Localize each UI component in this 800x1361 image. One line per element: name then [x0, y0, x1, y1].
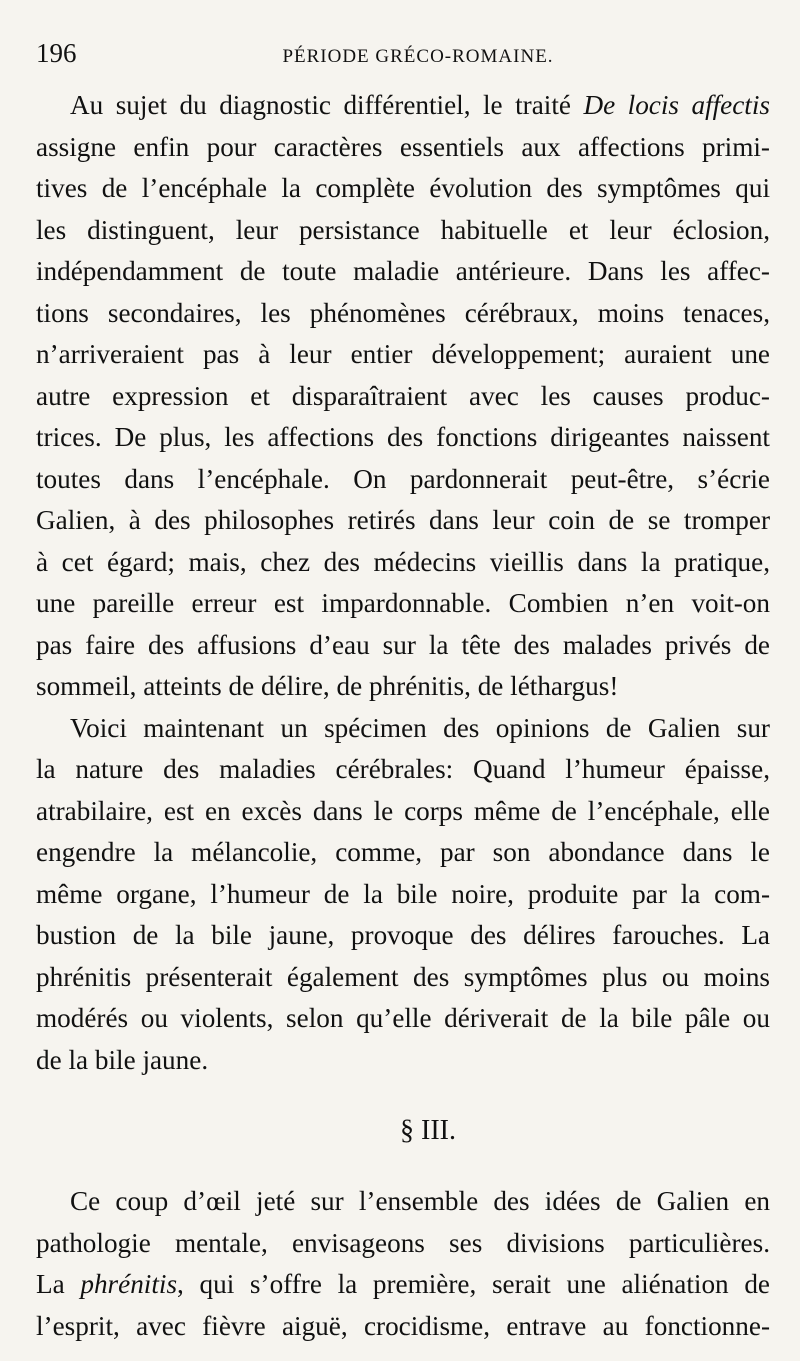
text-line: toutes dans l’encéphale. On pardonnerait peut-être, s’écrie	[36, 463, 770, 494]
section-heading: § III.	[400, 1115, 456, 1146]
text-line	[36, 1264, 770, 1306]
text-line: atrabilaire, est en excès dans le corps même de l’encéphale, elle	[36, 795, 770, 826]
paragraph-diagnostic	[36, 85, 770, 708]
text-line: engendre la mélancolie, comme, par son abondance dans le	[36, 837, 770, 867]
text-line: une pareille erreur est impardonnable. Combien n’en voit-on	[36, 588, 770, 618]
text-line: sommeil, atteints de délire, de phrénitis, de léthargus!	[36, 671, 619, 701]
text-line: phrénitis présenterait également des symptômes plus ou moins	[36, 961, 770, 992]
running-head: PÉRIODE GRÉCO-ROMAINE.	[282, 46, 554, 67]
text-line: l’esprit, avec fièvre aiguë, crocidisme, entrave au fonctionne-	[36, 1310, 770, 1341]
text-line: pas faire des affusions d’eau sur la tête des malades privés de	[36, 629, 770, 660]
text-line: trices. De plus, les affections des fonctions dirigeantes naissent	[36, 422, 770, 452]
text-line: bustion de la bile jaune, provoque des délires farouches. La	[36, 920, 770, 950]
text-line: les distinguent, leur persistance habituelle et leur éclosion,	[36, 214, 770, 245]
italic-title: De locis affectis	[583, 90, 770, 120]
text-line	[36, 85, 770, 127]
text-line: tions secondaires, les phénomènes cérébraux, moins tenaces,	[36, 297, 770, 328]
text-line: n’arriveraient pas à leur entier développement; auraient une	[36, 339, 770, 369]
text-line: même organe, l’humeur de la bile noire, produite par la com-	[36, 878, 770, 909]
page-number: 196	[36, 38, 77, 68]
text-run: , qui s’offre la première, serait une aliénation de	[177, 1269, 770, 1299]
text-line: autre expression et disparaîtraient avec les causes produc-	[36, 380, 770, 411]
text-run: La	[36, 1269, 81, 1299]
text-line: tives de l’encéphale la complète évolution des symptômes qui	[36, 173, 770, 203]
text-line: assigne enfin pour caractères essentiels aux affections primi-	[36, 131, 770, 162]
italic-term: phrénitis	[80, 1269, 178, 1299]
text-line: Galien, à des philosophes retirés dans leur coin de se tromper	[36, 505, 770, 535]
text-line: Ce coup d’œil jeté sur l’ensemble des idées de Galien en	[70, 1186, 770, 1216]
text-run: Au sujet du diagnostic différentiel, le traité	[70, 90, 584, 120]
text-line: à cet égard; mais, chez des médecins vieillis dans la pratique,	[36, 546, 770, 577]
page-header	[36, 0, 770, 80]
text-line: modérés ou violents, selon qu’elle dériverait de la bile pâle ou	[36, 1003, 770, 1033]
text-line: indépendamment de toute maladie antérieure. Dans les affec-	[36, 256, 770, 286]
text-line: de la bile jaune.	[36, 1044, 209, 1075]
paragraph-phrenitis	[36, 1181, 770, 1347]
text-line: Voici maintenant un spécimen des opinions de Galien sur	[70, 712, 770, 743]
paragraph-opinions	[36, 708, 770, 1082]
text-line: pathologie mentale, envisageons ses divisions particulières.	[36, 1227, 770, 1258]
text-line: la nature des maladies cérébrales: Quand l’humeur épaisse,	[36, 754, 770, 784]
